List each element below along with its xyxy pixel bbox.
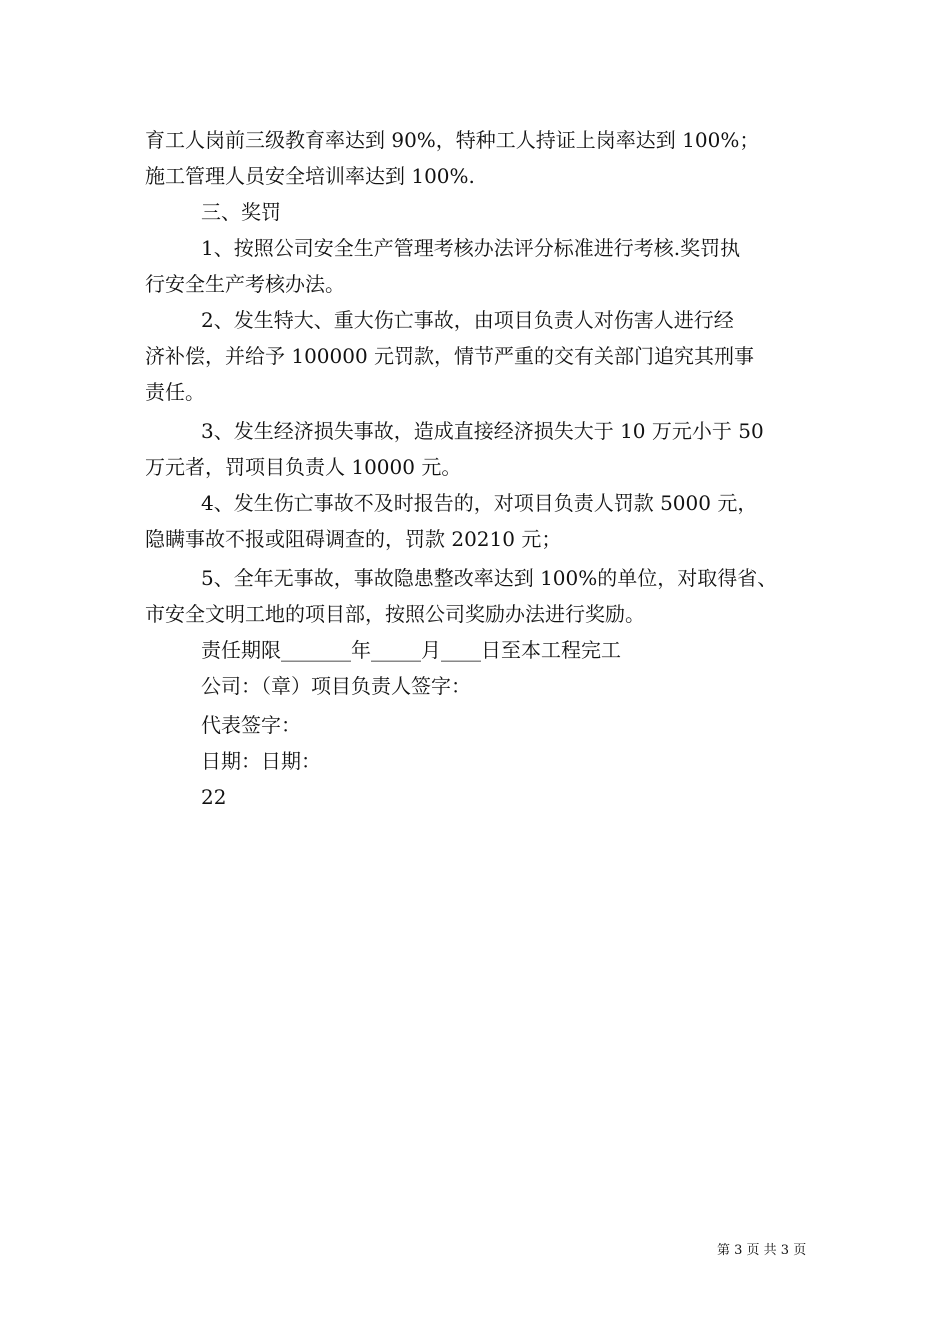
clause-3-line: 万元者，罚项目负责人 10000 元。	[145, 455, 462, 479]
clause-1-line: 行安全生产考核办法。	[145, 272, 345, 296]
clause-1-line: 1、按照公司安全生产管理考核办法评分标准进行考核.奖罚执	[201, 236, 741, 260]
clause-5-line: 5、全年无事故，事故隐患整改率达到 100%的单位，对取得省、	[201, 566, 778, 590]
clause-3-line: 3、发生经济损失事故，造成直接经济损失大于 10 万元小于 50	[201, 419, 764, 443]
clause-2-line: 2、发生特大、重大伤亡事故，由项目负责人对伤害人进行经	[201, 308, 734, 332]
page-number-footer: 第 3 页 共 3 页	[717, 1243, 807, 1258]
body-text-line: 育工人岗前三级教育率达到 90%，特种工人持证上岗率达到 100%；	[145, 128, 760, 152]
clause-2-line: 济补偿，并给予 100000 元罚款，情节严重的交有关部门追究其刑事	[145, 344, 755, 368]
clause-4-line: 隐瞒事故不报或阻碍调查的，罚款 20210 元；	[145, 527, 562, 551]
date-line: 日期：日期：	[201, 749, 321, 773]
section-heading: 三、奖罚	[201, 200, 281, 224]
term-period-line: 责任期限_______年_____月____日至本工程完工	[201, 638, 621, 662]
body-text-line: 施工管理人员安全培训率达到 100%.	[145, 164, 475, 188]
clause-2-line: 责任。	[145, 380, 205, 404]
clause-4-line: 4、发生伤亡事故不及时报告的，对项目负责人罚款 5000 元，	[201, 491, 758, 515]
clause-5-line: 市安全文明工地的项目部，按照公司奖励办法进行奖励。	[145, 602, 645, 626]
signature-company-line: 公司：（章）项目负责人签字：	[201, 674, 471, 698]
trailing-number: 22	[201, 785, 227, 809]
signature-representative-line: 代表签字：	[201, 713, 301, 737]
